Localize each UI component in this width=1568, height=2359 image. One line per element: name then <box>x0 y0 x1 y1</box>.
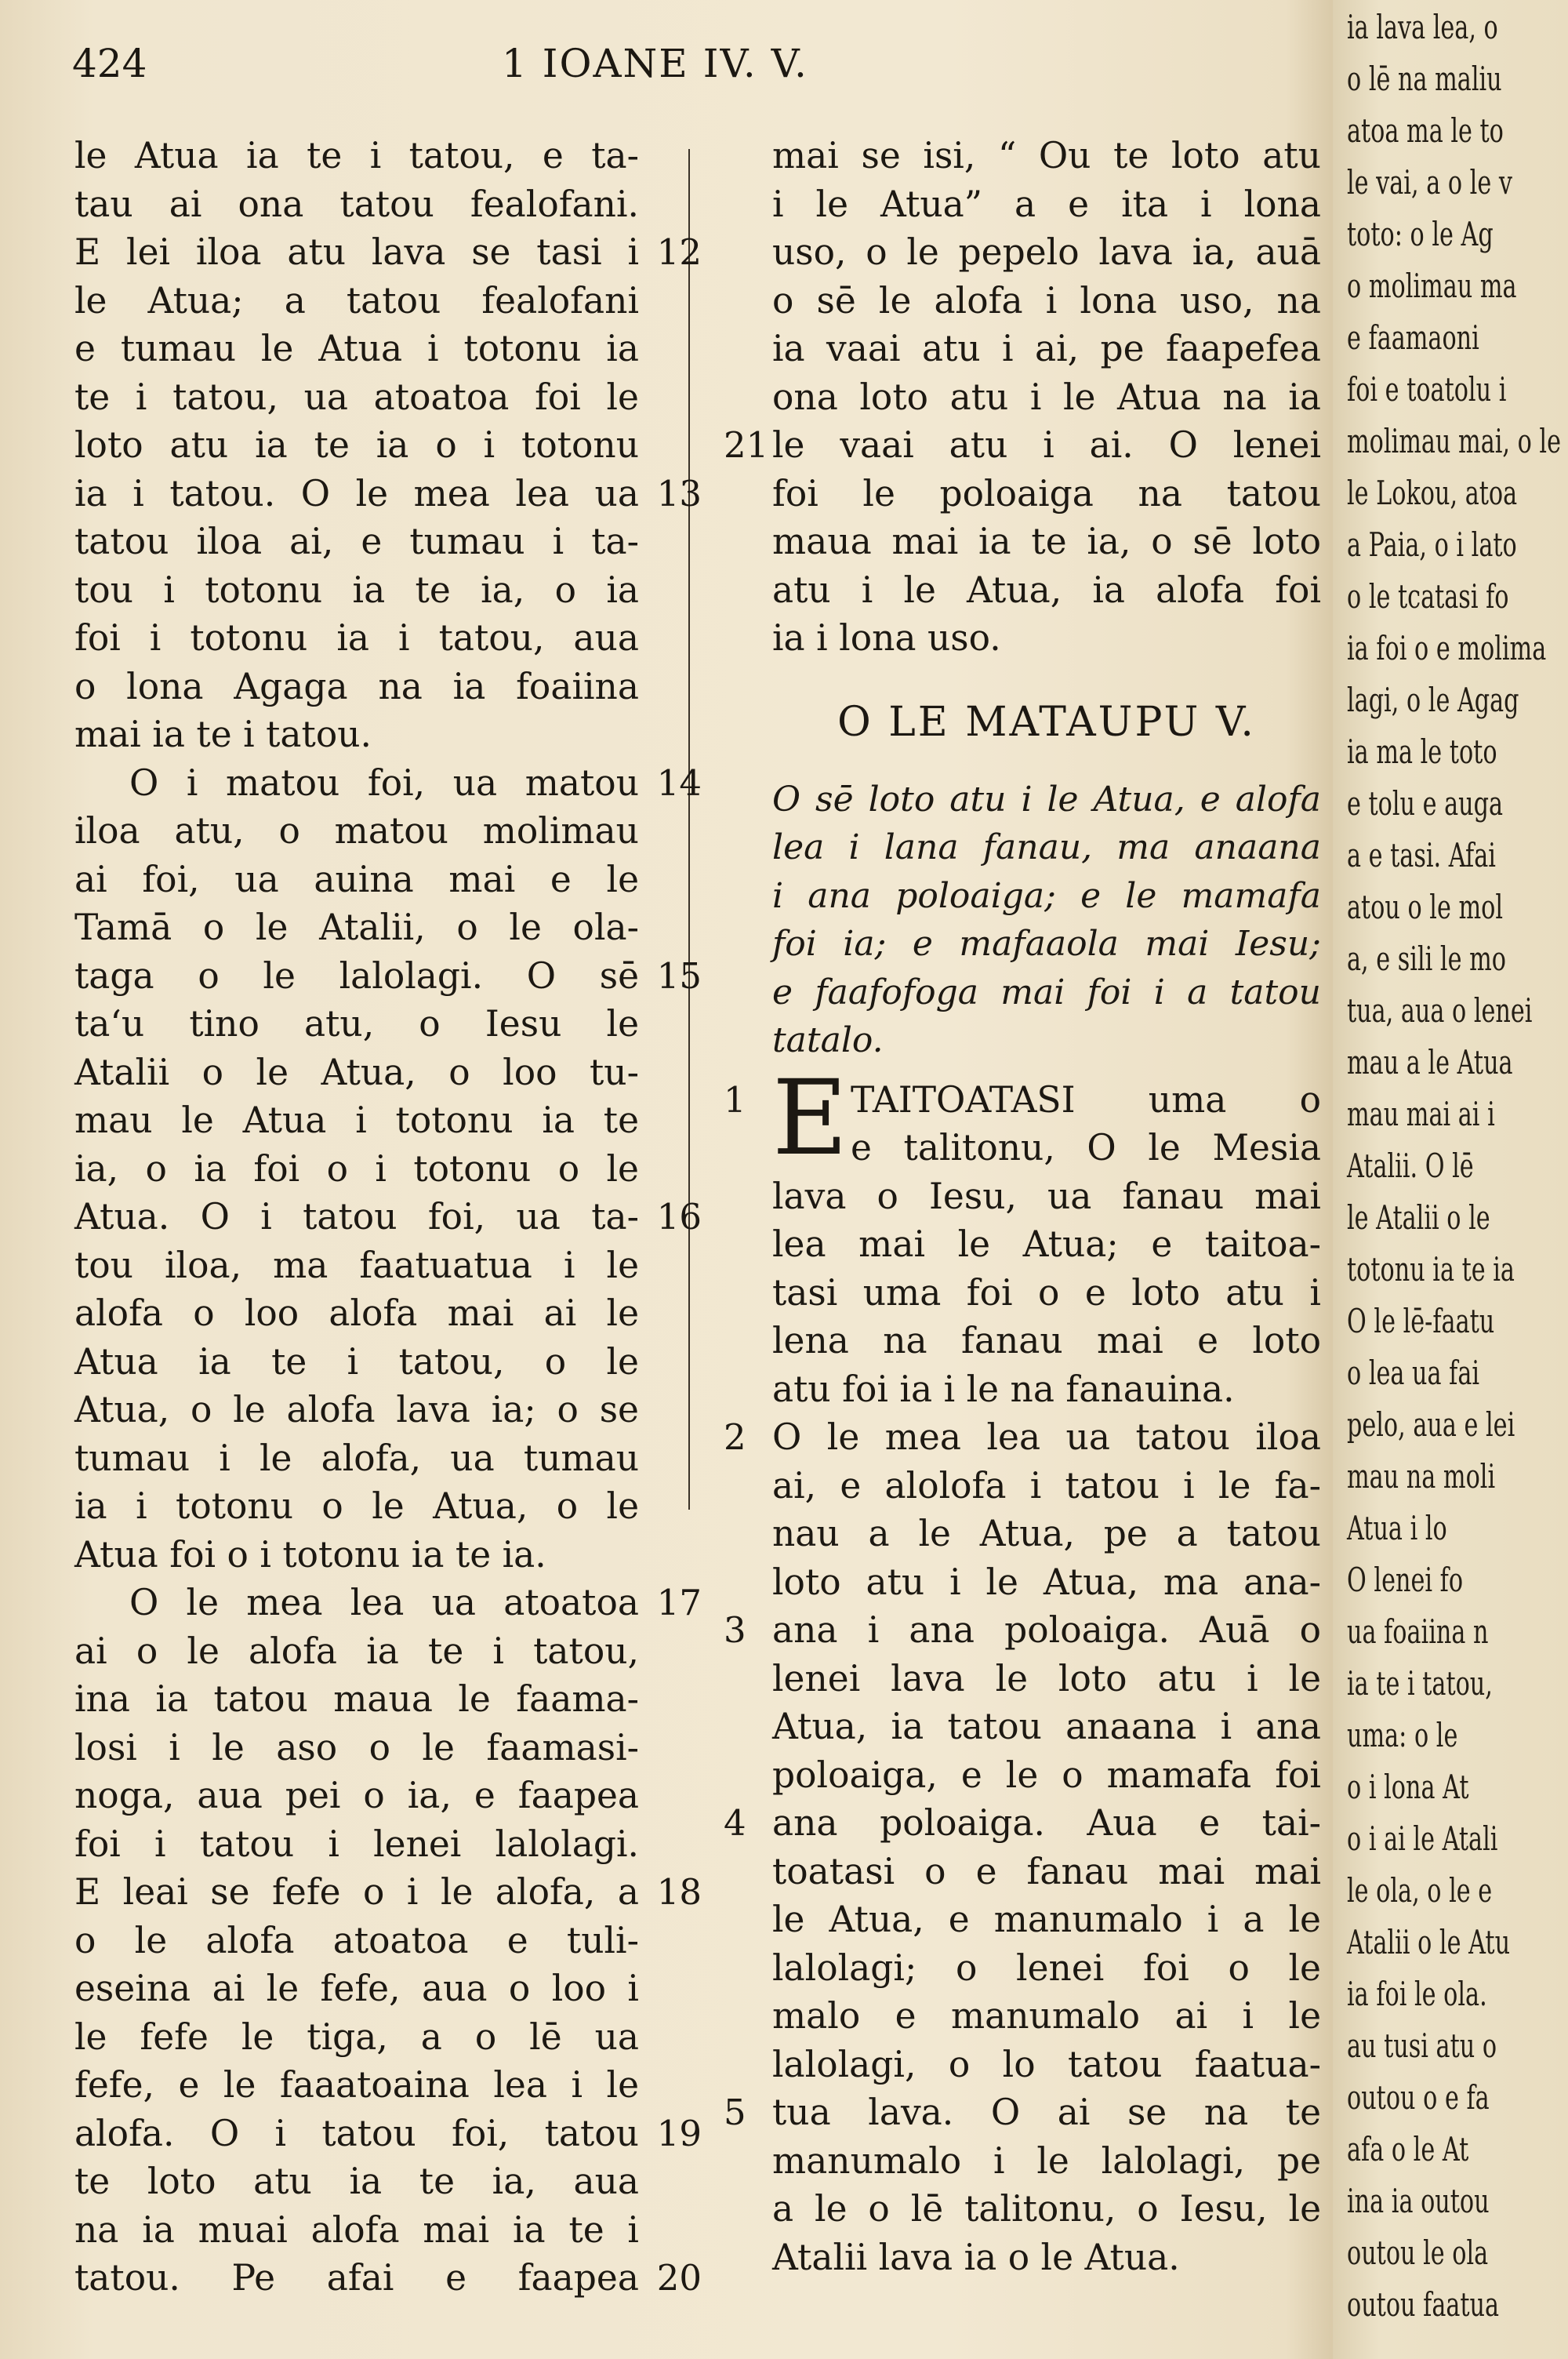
text-line <box>772 1703 1321 1751</box>
line-text: foi le poloaiga na tatou <box>772 472 1321 514</box>
line-text: Atua. O i tatou foi, ua ta- <box>74 1196 639 1238</box>
line-text: atu i le Atua, ia alofa foi <box>772 569 1321 611</box>
text-line <box>724 421 1321 470</box>
line-text: O i matou foi, ua matou <box>129 761 639 804</box>
line-text: le vaai atu i ai. O lenei <box>772 424 1321 466</box>
line-text: toatasi o e fanau mai mai <box>772 1850 1321 1892</box>
text-line <box>74 1772 639 1820</box>
verse-number: 4 <box>724 1802 746 1844</box>
text-line <box>74 807 639 856</box>
text-line <box>74 1338 639 1387</box>
line-text: Atalii lava ia o le Atua. <box>772 2236 1180 2278</box>
line-text: noga, aua pei o ia, e faapea <box>74 1775 639 1816</box>
adjacent-page-line: o lea ua fai <box>1347 1354 1480 1392</box>
text-line <box>74 2013 639 2062</box>
line-text: ia i tatou. O le mea lea ua <box>74 472 639 514</box>
adjacent-page-line: e tolu e auga <box>1347 784 1504 823</box>
verse-number: 14 <box>656 761 702 804</box>
adjacent-page-line: a Paia, o i lato <box>1347 525 1517 564</box>
text-line <box>724 1413 1321 1462</box>
text-line <box>772 614 1321 663</box>
text-line <box>74 470 702 518</box>
line-text: o sē le alofa i lona uso, na <box>772 279 1321 322</box>
text-line <box>74 1579 702 1627</box>
line-text: O le mea lea ua atoatoa <box>129 1582 639 1623</box>
line-text: poloaiga, e le o mamafa foi <box>772 1754 1321 1796</box>
line-text: tumau i le alofa, ua tumau <box>74 1437 639 1479</box>
line-text: mau le Atua i totonu ia te <box>74 1100 639 1141</box>
verse-number: 12 <box>656 231 702 273</box>
line-text: loto atu ia te ia o i totonu <box>74 424 639 466</box>
line-text: i le Atua” a e ita i lona <box>772 183 1321 225</box>
line-text: ai o le alofa ia te i tatou, <box>74 1630 639 1672</box>
verse-number: 19 <box>656 2112 702 2154</box>
adjacent-page-line: tua, aua o lenei <box>1347 991 1533 1030</box>
adjacent-page-line: uma: o le <box>1347 1716 1458 1754</box>
text-line <box>74 1386 639 1434</box>
column-divider <box>688 149 690 1510</box>
line-text: ta‘u tino atu, o Iesu le <box>74 1003 639 1045</box>
text-line <box>74 1193 702 1241</box>
text-line <box>772 2234 1321 2282</box>
dropcap-line-2: e talitonu, O le Mesia <box>851 1127 1321 1169</box>
adjacent-page-line: au tusi atu o <box>1347 2026 1497 2065</box>
adjacent-page-line: Atalii. O lē <box>1347 1147 1474 1185</box>
text-line <box>74 132 639 180</box>
text-line <box>74 1289 639 1338</box>
text-line <box>74 1965 639 2013</box>
line-text: E leai se fefe o i le alofa, a <box>74 1871 639 1913</box>
adjacent-page-line: ia foi o e molima <box>1347 629 1547 667</box>
line-text: Atua foi o i totonu ia te ia. <box>74 1533 546 1576</box>
adjacent-page-line: le Atalii o le <box>1347 1198 1490 1237</box>
text-line <box>74 1675 639 1724</box>
text-line <box>772 180 1321 229</box>
verse-number: 16 <box>656 1196 702 1238</box>
text-line <box>74 1820 639 1869</box>
line-text: te i tatou, ua atoatoa foi le <box>74 376 639 418</box>
text-line <box>74 1145 639 1194</box>
adjacent-page-line: outou le ola <box>1347 2234 1489 2272</box>
adjacent-page-line: o molimau ma <box>1347 267 1517 305</box>
text-line <box>74 518 639 566</box>
text-line <box>772 1462 1321 1510</box>
line-text: maua mai ia te ia, o sē loto <box>772 521 1321 562</box>
chapter-summary <box>772 776 1321 1065</box>
text-line <box>772 566 1321 615</box>
verse-number: 15 <box>656 954 702 997</box>
text-line <box>74 759 702 808</box>
verse-number: 2 <box>724 1416 746 1458</box>
verse-number: 13 <box>656 472 702 514</box>
line-text: mai se isi, “ Ou te loto atu <box>772 135 1321 176</box>
verse-number: 3 <box>724 1609 746 1651</box>
text-line <box>74 2206 639 2255</box>
right-column-bottom-text <box>724 1172 1321 2282</box>
text-line <box>74 2061 639 2110</box>
text-line <box>772 373 1321 422</box>
adjacent-page-line: afa o le At <box>1347 2130 1469 2168</box>
line-text: Tamā o le Atalii, o le ola- <box>74 907 639 948</box>
text-line <box>74 1627 639 1676</box>
adjacent-page-line: ia ma le toto <box>1347 732 1497 771</box>
verse-number: 21 <box>724 424 769 466</box>
text-line <box>74 566 639 615</box>
text-line <box>74 711 639 759</box>
adjacent-page-line: a, e sili le mo <box>1347 940 1506 978</box>
text-line <box>74 1868 702 1917</box>
text-line <box>772 1172 1321 1221</box>
text-line <box>772 325 1321 373</box>
text-line <box>772 1317 1321 1365</box>
adjacent-page-line: ina ia outou <box>1347 2182 1490 2220</box>
text-line <box>772 1944 1321 1993</box>
line-text: lena na fanau mai e loto <box>772 1320 1321 1361</box>
text-line <box>74 421 639 470</box>
text-line <box>772 1269 1321 1318</box>
dropcap-letter: E <box>772 1057 848 1179</box>
line-text: mai ia te i tatou. <box>74 714 372 755</box>
text-line <box>772 277 1321 325</box>
text-line <box>74 952 702 1001</box>
adjacent-page-line: foi e toatolu i <box>1347 370 1507 409</box>
line-text: lalolagi; o lenei foi o le <box>772 1946 1321 1989</box>
line-text: Atua, o le alofa lava ia; o se <box>74 1389 639 1430</box>
text-line <box>772 1992 1321 2041</box>
adjacent-page-line: Atalii o le Atu <box>1347 1923 1511 1961</box>
line-text: tau ai ona tatou fealofani. <box>74 183 639 225</box>
text-line <box>772 1510 1321 1558</box>
adjacent-page-fragment <box>1333 0 1568 2359</box>
line-text: te loto atu ia te ia, aua <box>74 2161 639 2202</box>
line-text: taga o le lalolagi. O sē <box>74 954 639 997</box>
text-line <box>74 856 639 904</box>
text-line <box>772 2137 1321 2186</box>
adjacent-page-line: le ola, o le e <box>1347 1871 1493 1910</box>
line-text: lea mai le Atua; e taitoa- <box>772 1223 1321 1265</box>
line-text: O le mea lea ua tatou iloa <box>772 1416 1321 1458</box>
text-line <box>74 1434 639 1483</box>
line-text: Atalii o le Atua, o loo tu- <box>74 1051 639 1093</box>
text-line <box>74 1241 639 1290</box>
text-line <box>74 1049 639 1097</box>
line-text: le Atua; a tatou fealofani <box>74 279 639 322</box>
summary-line: foi ia; e mafaaola mai Iesu; <box>772 924 1321 964</box>
text-line <box>772 1558 1321 1607</box>
dropcap-rest: TAITOATASI uma o <box>851 1078 1321 1121</box>
text-line <box>74 903 639 952</box>
line-text: tatou iloa ai, e tumau i ta- <box>74 521 639 562</box>
text-line <box>772 1848 1321 1896</box>
line-text: atu foi ia i le na fanauina. <box>772 1368 1235 1410</box>
verse-number: 1 <box>724 1078 746 1121</box>
line-text: e tumau le Atua i totonu ia <box>74 328 639 369</box>
line-text: foi i tatou i lenei lalolagi. <box>74 1823 639 1865</box>
line-text: iloa atu, o matou molimau <box>74 810 639 852</box>
line-text: ana i ana poloaiga. Auā o <box>772 1609 1321 1651</box>
adjacent-page-line: o i lona At <box>1347 1768 1469 1806</box>
text-line <box>772 2185 1321 2234</box>
line-text: losi i le aso o le faamasi- <box>74 1726 639 1768</box>
adjacent-page-line: o lē na maliu <box>1347 60 1502 98</box>
summary-line: i ana poloaiga; e le mamafa <box>772 875 1321 916</box>
line-text: Atua ia te i tatou, o le <box>74 1340 639 1383</box>
line-text: nau a le Atua, pe a tatou <box>772 1513 1321 1554</box>
adjacent-page-line: ua foaiina n <box>1347 1612 1489 1651</box>
adjacent-page-line: o le tcatasi fo <box>1347 577 1509 616</box>
text-line <box>772 228 1321 277</box>
text-line <box>74 373 639 422</box>
text-line <box>74 2110 702 2158</box>
line-text: ana poloaiga. Aua e tai- <box>772 1802 1321 1844</box>
verse-number: 18 <box>656 1871 702 1913</box>
running-title: 1 IOANE IV. V. <box>502 41 808 86</box>
page-number: 424 <box>72 41 147 86</box>
line-text: lenei lava le loto atu i le <box>772 1657 1321 1699</box>
line-text: le Atua, e manumalo i a le <box>772 1899 1321 1940</box>
right-column <box>724 132 1321 2281</box>
text-line <box>74 1096 639 1145</box>
line-text: tou iloa, ma faatuatua i le <box>74 1244 639 1286</box>
line-text: lava o Iesu, ua fanau mai <box>772 1175 1321 1217</box>
adjacent-page-line: mau a le Atua <box>1347 1043 1513 1081</box>
line-text: ia, o ia foi o i totonu o le <box>74 1147 639 1190</box>
line-text: eseina ai le fefe, aua o loo i <box>74 1968 639 2009</box>
adjacent-page-line: outou o e fa <box>1347 2078 1490 2117</box>
text-line <box>74 1482 639 1531</box>
text-line <box>74 1724 639 1772</box>
text-line <box>772 518 1321 566</box>
line-text: le Atua ia te i tatou, e ta- <box>74 135 639 176</box>
adjacent-page-line: O le lē-faatu <box>1347 1302 1495 1340</box>
text-line <box>724 1799 1321 1848</box>
text-line <box>772 2041 1321 2089</box>
adjacent-page-line: O lenei fo <box>1347 1561 1464 1599</box>
text-line <box>74 228 702 277</box>
line-text: fefe, e le faaatoaina lea i le <box>74 2064 639 2106</box>
text-line <box>74 325 639 373</box>
verse-number: 20 <box>656 2257 702 2299</box>
line-text: alofa o loo alofa mai ai le <box>74 1292 639 1334</box>
text-line <box>74 663 639 711</box>
text-line <box>74 2157 639 2206</box>
text-line <box>772 132 1321 180</box>
text-line <box>772 1896 1321 1944</box>
text-line <box>74 1000 639 1049</box>
line-text: ai, e alolofa i tatou i le fa- <box>772 1464 1321 1507</box>
text-line <box>724 1606 1321 1655</box>
adjacent-page-line: ia te i tatou, <box>1347 1664 1493 1703</box>
adjacent-page-line: molimau mai, o le <box>1347 422 1562 460</box>
adjacent-page-line: pelo, aua e lei <box>1347 1405 1515 1444</box>
adjacent-page-line: le vai, a o le v <box>1347 163 1512 202</box>
adjacent-page-line: o i ai le Atali <box>1347 1819 1498 1858</box>
line-text: o lona Agaga na ia foaiina <box>74 665 639 707</box>
adjacent-page-line: ia foi le ola. <box>1347 1975 1487 2013</box>
adjacent-page-line: atoa ma le to <box>1347 111 1504 150</box>
adjacent-page-line: e faamaoni <box>1347 318 1479 357</box>
verse-number: 5 <box>724 2092 746 2133</box>
line-text: tua lava. O ai se na te <box>772 2092 1321 2133</box>
text-line <box>772 1365 1321 1414</box>
line-text: tasi uma foi o e loto atu i <box>772 1271 1321 1314</box>
line-text: uso, o le pepelo lava ia, auā <box>772 231 1321 273</box>
line-text: alofa. O i tatou foi, tatou <box>74 2112 639 2154</box>
text-line <box>772 470 1321 518</box>
verse-number: 17 <box>656 1582 702 1623</box>
line-text: ona loto atu i le Atua na ia <box>772 376 1321 418</box>
adjacent-page-line: a e tasi. Afai <box>1347 836 1496 874</box>
adjacent-page-line: mau mai ai i <box>1347 1095 1495 1133</box>
text-line <box>74 2254 702 2303</box>
line-text: a le o lē talitonu, o Iesu, le <box>772 2188 1321 2230</box>
text-line <box>724 2088 1321 2137</box>
line-text: manumalo i le lalolagi, pe <box>772 2139 1321 2182</box>
line-text: ai foi, ua auina mai e le <box>74 858 639 900</box>
adjacent-page-line: totonu ia te ia <box>1347 1250 1515 1289</box>
line-text: na ia muai alofa mai ia te i <box>74 2208 639 2251</box>
right-column-top-text <box>724 132 1321 663</box>
line-text: ia vaai atu i ai, pe faapefea <box>772 328 1321 369</box>
line-text: ia i lona uso. <box>772 617 1001 659</box>
left-column <box>74 132 702 2303</box>
adjacent-page-line: le Lokou, atoa <box>1347 474 1518 512</box>
text-line <box>772 1220 1321 1269</box>
text-line <box>74 1917 639 1965</box>
line-text: E lei iloa atu lava se tasi i <box>74 231 639 273</box>
line-text: le fefe le tiga, a o lē ua <box>74 2016 639 2058</box>
adjacent-page-line: Atua i lo <box>1347 1509 1447 1547</box>
text-line <box>74 1531 639 1579</box>
line-text: lalolagi, o lo tatou faatua- <box>772 2043 1321 2085</box>
line-text: tou i totonu ia te ia, o ia <box>74 569 639 611</box>
text-line <box>74 180 639 229</box>
line-text: o le alofa atoatoa e tuli- <box>74 1919 639 1961</box>
line-text: foi i totonu ia i tatou, aua <box>74 617 639 659</box>
summary-line: O sē loto atu i le Atua, e alofa <box>772 779 1321 820</box>
line-text: Atua, ia tatou anaana i ana <box>772 1706 1321 1747</box>
summary-line: e faafofoga mai foi i a tatou <box>772 972 1321 1012</box>
text-line <box>74 614 639 663</box>
adjacent-page-line: outou faatua <box>1347 2285 1500 2324</box>
adjacent-page-line: lagi, o le Agag <box>1347 681 1519 719</box>
line-text: ia i totonu o le Atua, o le <box>74 1485 639 1527</box>
text-line <box>74 277 639 325</box>
summary-line: tatalo. <box>772 1020 884 1060</box>
chapter-heading: O LE MATAUPU V. <box>837 698 1256 746</box>
summary-line: lea i lana fanau, ma anaana <box>772 827 1321 867</box>
line-text: tatou. Pe afai e faapea <box>74 2257 639 2299</box>
adjacent-page-line: ia lava lea, o <box>1347 8 1498 46</box>
text-line <box>772 1655 1321 1703</box>
line-text: ina ia tatou maua le faama- <box>74 1678 639 1720</box>
adjacent-page-line: toto: o le Ag <box>1347 215 1494 253</box>
text-line <box>772 1751 1321 1800</box>
adjacent-page-line: atou o le mol <box>1347 888 1504 926</box>
adjacent-page-line: mau na moli <box>1347 1457 1496 1496</box>
line-text: malo e manumalo ai i le <box>772 1995 1321 2037</box>
line-text: loto atu i le Atua, ma ana- <box>772 1561 1321 1603</box>
